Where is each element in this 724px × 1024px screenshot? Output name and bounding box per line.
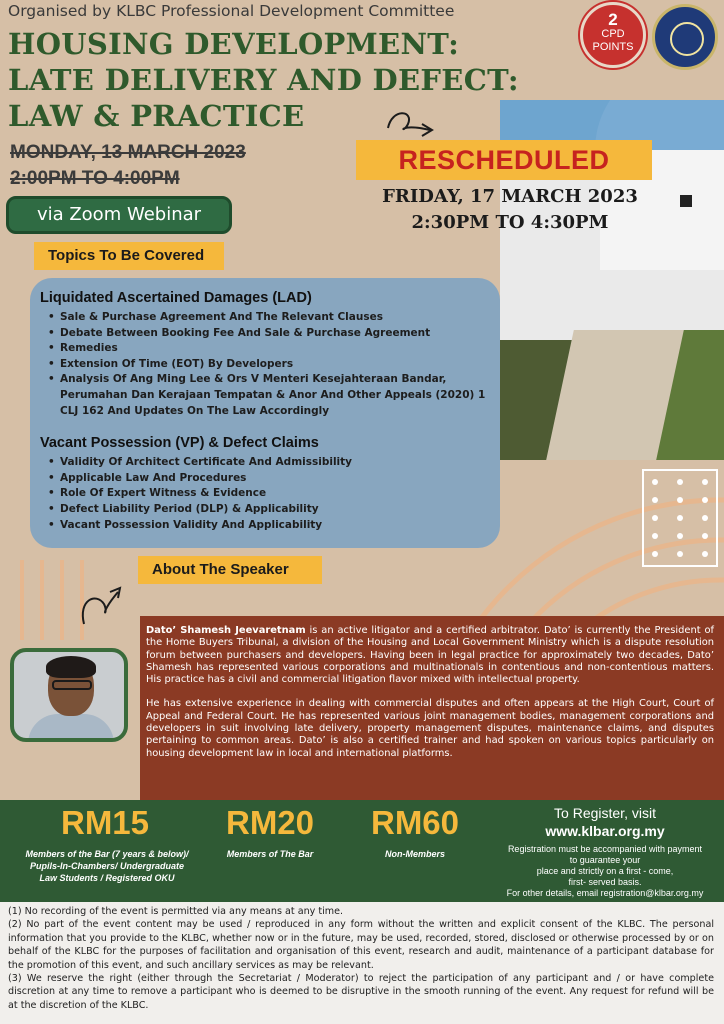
register-url-link[interactable]: www.klbar.org.my [545,823,665,839]
cpd-points-badge [580,2,646,68]
price-note-line: Law Students / Registered OKU [39,873,175,883]
disclaimer-item-1: (1) No recording of the event is permitted via any means at any time. [8,906,344,917]
list-item: • Extension Of Time (EOT) By Developers [48,357,488,373]
new-time: 2:30PM TO 4:30PM [411,212,609,233]
price-rm60: RM60 [370,804,460,841]
topics-tag: Topics To Be Covered [34,242,224,270]
price-note-line: Members of The Bar [226,849,314,859]
list-item: • Defect Liability Period (DLP) & Applicability [48,502,488,518]
lad-heading: Liquidated Ascertained Damages (LAD) [40,290,312,306]
rescheduled-label: RESCHEDULED [356,140,652,180]
list-item: • Role Of Expert Witness & Evidence [48,486,488,502]
list-item: • Debate Between Booking Fee And Sale & Purchase Agreement [48,326,488,342]
old-schedule [10,140,246,192]
register-heading: To Register, visit [554,805,656,821]
list-item: • Analysis Of Ang Ming Lee & Ors V Menteri Kesejahteraan Bandar, Perumahan Dan Kerajaan Tempatan & Anor And Other Appeals (2020) 1 CLJ 162 And Updates On The Law Accordingly [48,372,488,419]
speaker-bio [140,616,724,800]
bio-text-1: is an active litigator and a certified arbitrator. Dato’ is currently the President of the Home Buyers Tribunal, a division of the Housing and Local Government Ministry which is a dispute resolution forum between purchasers and developers. Having been in legal practice for approximately two decades, Dato’ Shamesh has represented various corporations and multinationals in contentious and non-contentious matters. His practice has a civil and commercial litigation flavor mixed with intellectual property. [146,625,714,686]
cpd-label-2: POINTS [592,41,634,53]
register-note-line: to guarantee your [569,855,641,865]
disclaimer-item-3: (3) We reserve the right (either through the Secretariat / Moderator) to reject the participation of any participant and / or have complete discretion at any time to remove a participant who is deemed to be disruptive in the smooth running of the event. Any request for refund will be at the discretion of the KLBC. [8,973,714,1011]
pricing-band [0,800,724,902]
bio-paragraph-2: He has extensive experience in dealing with commercial disputes and often appears at the High Court, Court of Appeal and Federal Court. He has represented various joint management bodies, management corporations and developers in suit involving late delivery, property management disputes, maintenance claims, and disputes pertaining to common areas. Dato’ is also a certified trainer and had spoken on various topics particularly on housing development law in local and international platforms. [146,698,714,759]
bio-paragraph-1 [146,625,714,686]
list-item: • Applicable Law And Procedures [48,471,488,487]
price-rm60-note [340,848,490,860]
title-line-2: LATE DELIVERY AND DEFECT: [8,63,519,97]
list-item: • Remedies [48,341,488,357]
about-speaker-tag: About The Speaker [138,556,322,584]
old-time: 2:00PM TO 4:00PM [10,168,180,189]
register-note-line: place and strictly on a first - come, [536,866,674,876]
cpd-points-value: 2 [608,10,618,29]
registration-info [490,804,720,899]
price-note-line: Pupils-In-Chambers/ Undergraduate [29,861,185,871]
bar-council-seal-logo [652,4,718,70]
list-item: • Vacant Possession Validity And Applicability [48,518,488,534]
price-rm20-note [195,848,345,860]
new-date: FRIDAY, 17 MARCH 2023 [382,186,638,207]
vp-list [48,455,488,533]
cpd-label-1: CPD [601,28,625,40]
price-rm20: RM20 [225,804,315,841]
lad-list [48,310,488,419]
title-line-1: HOUSING DEVELOPMENT: [8,27,460,61]
old-date: MONDAY, 13 MARCH 2023 [10,142,246,163]
register-note [490,844,720,899]
disclaimer-item-2: (2) No part of the event content may be used / reproduced in any form without the written and explicit consent of the KLBC. The personal information that you provide to the KLBC, whether now or in the future, may be used, recorded, stored, disclosed or otherwise processed by or on behalf of the KLBC for the purposes of facilitation and organisation of this event, research and audit, maintenance of a participant database for the promotion of this event, and such ancillary services as may be relevant. [8,919,714,971]
register-note-line: first- served basis. [568,877,642,887]
zoom-webinar-badge: via Zoom Webinar [6,196,232,234]
price-rm15-note [2,848,212,884]
list-item: • Sale & Purchase Agreement And The Relevant Clauses [48,310,488,326]
speaker-name: Dato’ Shamesh Jeevaretnam [146,625,306,636]
new-schedule [360,184,660,236]
disclaimer [0,902,724,1024]
register-note-line: For other details, email registration@klbar.org.my [506,888,704,898]
title-line-3: LAW & PRACTICE [8,99,305,133]
register-note-line: Registration must be accompanied with payment [507,844,703,854]
list-item: • Validity Of Architect Certificate And Admissibility [48,455,488,471]
organiser-line: Organised by KLBC Professional Development Committee [8,2,455,20]
price-note-line: Members of the Bar (7 years & below)/ [25,849,189,859]
price-rm15: RM15 [60,804,150,841]
vp-heading: Vacant Possession (VP) & Defect Claims [40,435,319,452]
topics-panel [30,278,500,548]
speaker-photo [10,648,128,742]
price-note-line: Non-Members [384,849,445,859]
